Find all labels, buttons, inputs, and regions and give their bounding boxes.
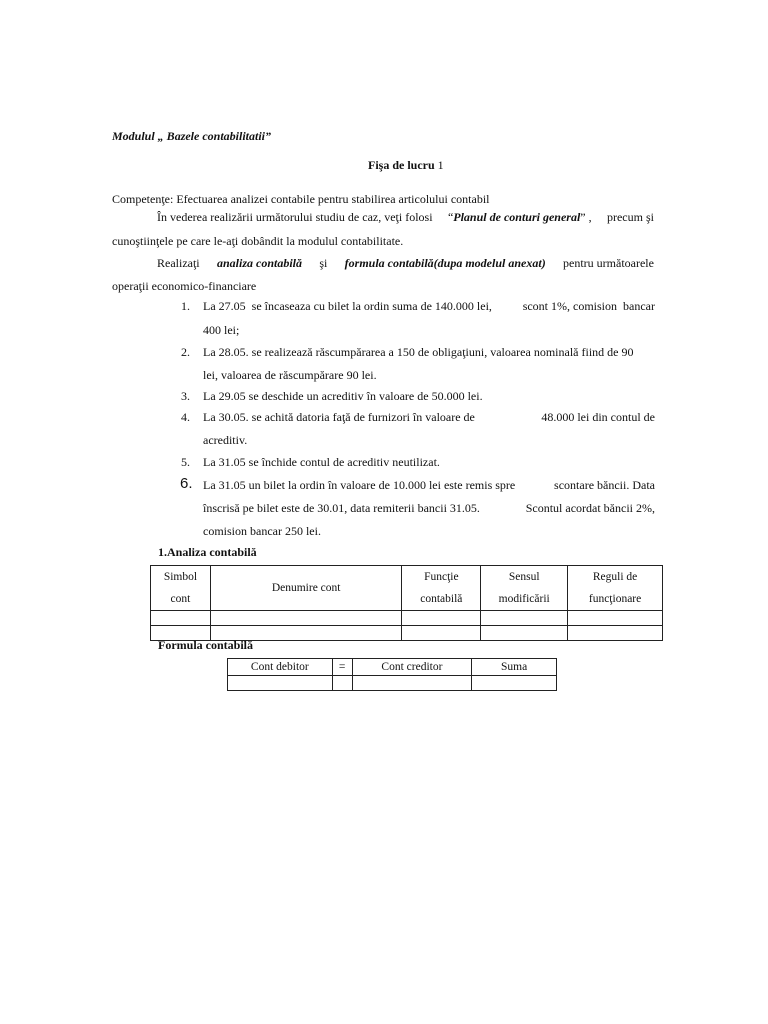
worksheet-title-bold: Fişa de lucru [368, 158, 435, 172]
list-item-6-line-3: comision bancar 250 lei. [203, 524, 321, 538]
text-segment [448, 210, 592, 225]
header-line: Reguli de [592, 571, 638, 583]
list-item-4-line-1 [203, 410, 655, 425]
formula-table [227, 658, 557, 691]
list-item-6-line-2 [203, 501, 655, 516]
list-item-3: La 29.05 se deschide un acreditiv în valoare de 50.000 lei. [203, 389, 483, 403]
table-cell [481, 626, 568, 641]
table-cell [481, 611, 568, 626]
table-row [151, 611, 663, 626]
table-cell [568, 626, 663, 641]
table-cell [472, 676, 557, 691]
competente-line: Competenţe: Efectuarea analizei contabile pentru stabilirea articolului contabil [112, 192, 490, 206]
column-header [402, 566, 481, 611]
list-item-5: La 31.05 se închide contul de acreditiv neutilizat. [203, 455, 440, 469]
table-cell [402, 626, 481, 641]
text-segment: pentru următoarele [563, 256, 654, 270]
table-header-row [228, 659, 557, 676]
list-item-2-line-2: lei, valoarea de răscumpărare 90 lei. [203, 368, 377, 382]
list-item-1-line-2: 400 lei; [203, 323, 240, 337]
table-cell [402, 611, 481, 626]
header-line: Sensul [508, 571, 540, 583]
header-line: Simbol [163, 571, 198, 583]
analiza-contabila-emphasis: analiza contabilă [216, 256, 302, 270]
list-number: 1. [181, 299, 190, 313]
quote-open: “ [447, 210, 454, 224]
column-header: Cont creditor [352, 659, 472, 676]
header-line: contabilă [420, 593, 463, 605]
quote-close: ” , [580, 210, 592, 224]
formula-heading: Formula contabilă [158, 638, 253, 652]
list-number: 2. [181, 345, 190, 359]
list-item-2-line-1: La 28.05. se realizează răscumpărarea a 150 de obligaţiuni, valoarea nominală fiind de 90 [203, 345, 634, 359]
text-segment: 48.000 lei din contul de [541, 410, 655, 424]
plan-de-conturi-emphasis: Planul de conturi general [453, 210, 581, 224]
text-segment: precum şi [606, 210, 654, 224]
column-header: = [332, 659, 352, 676]
list-item-1-line-1 [203, 299, 655, 314]
header-line: funcţionare [588, 593, 642, 605]
formula-contabila-emphasis: formula contabilă(dupa modelul anexat) [344, 256, 546, 270]
text-segment: La 30.05. se achită datoria faţă de furnizori în valoare de [203, 410, 475, 424]
table-cell [568, 611, 663, 626]
text-segment: Realizaţi [157, 256, 200, 270]
list-item-4-line-2: acreditiv. [203, 433, 248, 447]
text-segment: şi [319, 256, 328, 270]
list-item-6-line-1 [203, 478, 655, 493]
intro-paragraph-1-line-1 [157, 210, 654, 225]
table-row [228, 676, 557, 691]
worksheet-number: 1 [437, 158, 444, 172]
text-segment: La 31.05 un bilet la ordin în valoare de 10.000 lei este remis spre [203, 478, 516, 492]
column-header: Denumire cont [210, 566, 401, 611]
list-number: 4. [181, 410, 190, 424]
table-cell [352, 676, 472, 691]
column-header: Cont debitor [228, 659, 333, 676]
table-header-row [151, 566, 663, 611]
text-segment: În vederea realizării următorului studiu de caz, veţi folosi [157, 210, 433, 224]
column-header: Suma [472, 659, 557, 676]
intro-paragraph-2-line-1 [157, 256, 654, 271]
analysis-table [150, 565, 663, 641]
analysis-heading: 1.Analiza contabilă [158, 545, 257, 559]
header-line: cont [170, 593, 191, 605]
module-title: Modulul „ Bazele contabilitatii” [112, 129, 272, 143]
worksheet-title [368, 158, 444, 173]
list-number: 3. [181, 389, 190, 403]
intro-paragraph-1-line-2: cunoştiinţele pe care le-aţi dobândit la modulul contabilitate. [112, 234, 404, 248]
text-segment: Scontul acordat băncii 2%, [525, 501, 655, 515]
column-header [568, 566, 663, 611]
header-line: Funcţie [424, 571, 459, 583]
text-segment: scont 1%, comision bancar [522, 299, 655, 313]
table-cell [210, 611, 401, 626]
table-cell [228, 676, 333, 691]
text-segment: înscrisă pe bilet este de 30.01, data remiterii bancii 31.05. [203, 501, 480, 515]
table-cell [332, 676, 352, 691]
header-line: modificării [498, 593, 550, 605]
list-number: 5. [181, 455, 190, 469]
text-segment: scontare băncii. Data [554, 478, 655, 492]
table-cell [151, 611, 211, 626]
column-header [151, 566, 211, 611]
text-segment: La 27.05 se încaseaza cu bilet la ordin suma de 140.000 lei, [203, 299, 492, 313]
intro-paragraph-2-line-2: operaţii economico-financiare [112, 279, 257, 293]
column-header [481, 566, 568, 611]
list-number: 6. [180, 475, 193, 492]
